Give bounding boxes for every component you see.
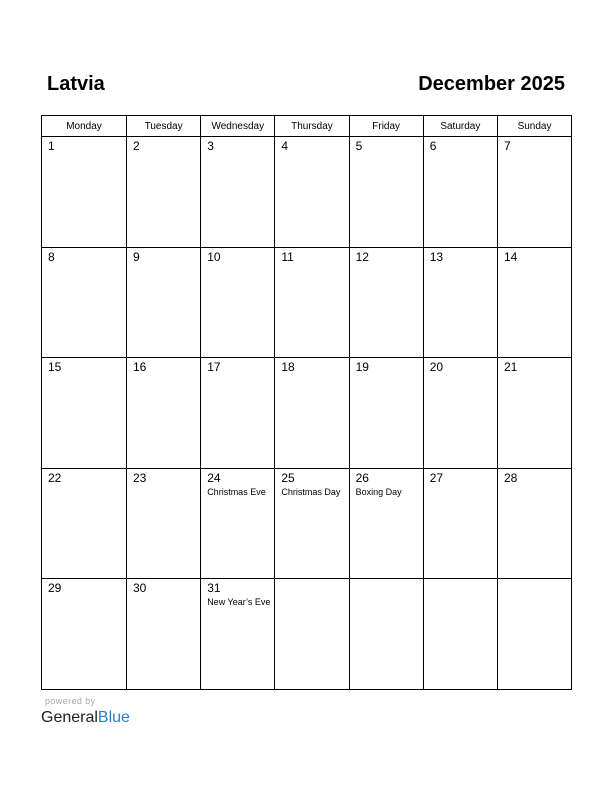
day-cell xyxy=(349,247,423,358)
day-cell xyxy=(275,468,349,579)
day-cell xyxy=(423,137,497,248)
day-number: 10 xyxy=(207,249,221,264)
day-number: 16 xyxy=(133,360,147,375)
day-number: 25 xyxy=(281,470,295,485)
day-number: 20 xyxy=(429,360,444,375)
day-cell xyxy=(201,468,275,579)
day-number: 29 xyxy=(48,581,62,596)
day-cell xyxy=(42,247,127,358)
day-number: 13 xyxy=(429,249,444,264)
holiday-label: Boxing Day xyxy=(355,486,402,497)
day-number: 3 xyxy=(207,139,214,153)
day-cell xyxy=(349,137,423,248)
day-cell xyxy=(201,358,275,469)
day-cell xyxy=(201,137,275,248)
weekday-friday: Friday xyxy=(349,116,423,137)
month-year-title: December 2025 xyxy=(418,73,565,95)
day-number: 1 xyxy=(48,139,55,153)
day-number: 26 xyxy=(355,470,369,485)
day-cell xyxy=(127,137,201,248)
week-row xyxy=(42,579,572,690)
day-number: 4 xyxy=(281,139,289,153)
day-cell xyxy=(423,468,497,579)
day-cell xyxy=(275,137,349,248)
brand-name-blue: Blue xyxy=(97,709,130,726)
weekday-header-row xyxy=(42,116,572,137)
day-cell xyxy=(127,579,201,690)
day-number: 22 xyxy=(48,470,62,485)
day-number: 28 xyxy=(503,470,518,485)
day-number: 14 xyxy=(503,249,518,264)
day-cell xyxy=(127,247,201,358)
brand-name-general: General xyxy=(41,709,98,726)
calendar-body xyxy=(42,137,572,690)
day-number: 7 xyxy=(503,139,511,153)
day-number: 23 xyxy=(133,470,147,485)
day-cell xyxy=(497,579,571,690)
day-cell xyxy=(127,358,201,469)
holiday-label: Christmas Day xyxy=(281,486,341,497)
day-cell xyxy=(275,579,349,690)
day-cell xyxy=(423,358,497,469)
calendar-grid xyxy=(41,115,572,690)
day-number: 8 xyxy=(48,249,55,264)
day-cell xyxy=(42,579,127,690)
day-number: 27 xyxy=(429,470,444,485)
weekday-saturday: Saturday xyxy=(423,116,497,137)
day-number: 19 xyxy=(355,360,369,375)
weekday-monday: Monday xyxy=(42,116,127,137)
day-number: 6 xyxy=(429,139,437,153)
day-cell xyxy=(42,358,127,469)
day-cell xyxy=(349,358,423,469)
day-number: 5 xyxy=(355,139,363,153)
day-cell xyxy=(275,358,349,469)
day-number: 2 xyxy=(133,139,140,153)
day-number: 17 xyxy=(207,360,221,375)
day-number: 12 xyxy=(355,249,369,264)
week-row xyxy=(42,468,572,579)
day-number: 15 xyxy=(48,360,62,375)
week-row xyxy=(42,137,572,248)
footer-branding xyxy=(41,696,130,728)
day-cell xyxy=(201,579,275,690)
day-number: 30 xyxy=(133,581,147,596)
weekday-sunday: Sunday xyxy=(497,116,571,137)
holiday-label: New Year’s Eve xyxy=(207,597,271,608)
powered-by-text: powered by xyxy=(45,696,96,706)
day-cell xyxy=(349,468,423,579)
holiday-label: Christmas Eve xyxy=(207,486,266,497)
weekday-thursday: Thursday xyxy=(275,116,349,137)
day-number: 18 xyxy=(281,360,295,375)
day-number: 9 xyxy=(133,249,140,264)
week-row xyxy=(42,247,572,358)
day-number: 24 xyxy=(207,470,221,485)
weekday-wednesday: Wednesday xyxy=(201,116,275,137)
day-cell xyxy=(349,579,423,690)
day-cell xyxy=(497,137,571,248)
weekday-tuesday: Tuesday xyxy=(127,116,201,137)
day-cell xyxy=(201,247,275,358)
day-cell xyxy=(497,247,571,358)
day-cell xyxy=(423,579,497,690)
country-title: Latvia xyxy=(47,73,105,95)
day-cell xyxy=(497,358,571,469)
day-number: 31 xyxy=(207,581,221,596)
day-cell xyxy=(423,247,497,358)
day-number: 11 xyxy=(281,249,294,264)
day-cell xyxy=(275,247,349,358)
day-cell xyxy=(497,468,571,579)
day-cell xyxy=(42,137,127,248)
brand-logo xyxy=(41,708,130,728)
day-number: 21 xyxy=(503,360,518,375)
day-cell xyxy=(127,468,201,579)
day-cell xyxy=(42,468,127,579)
week-row xyxy=(42,358,572,469)
